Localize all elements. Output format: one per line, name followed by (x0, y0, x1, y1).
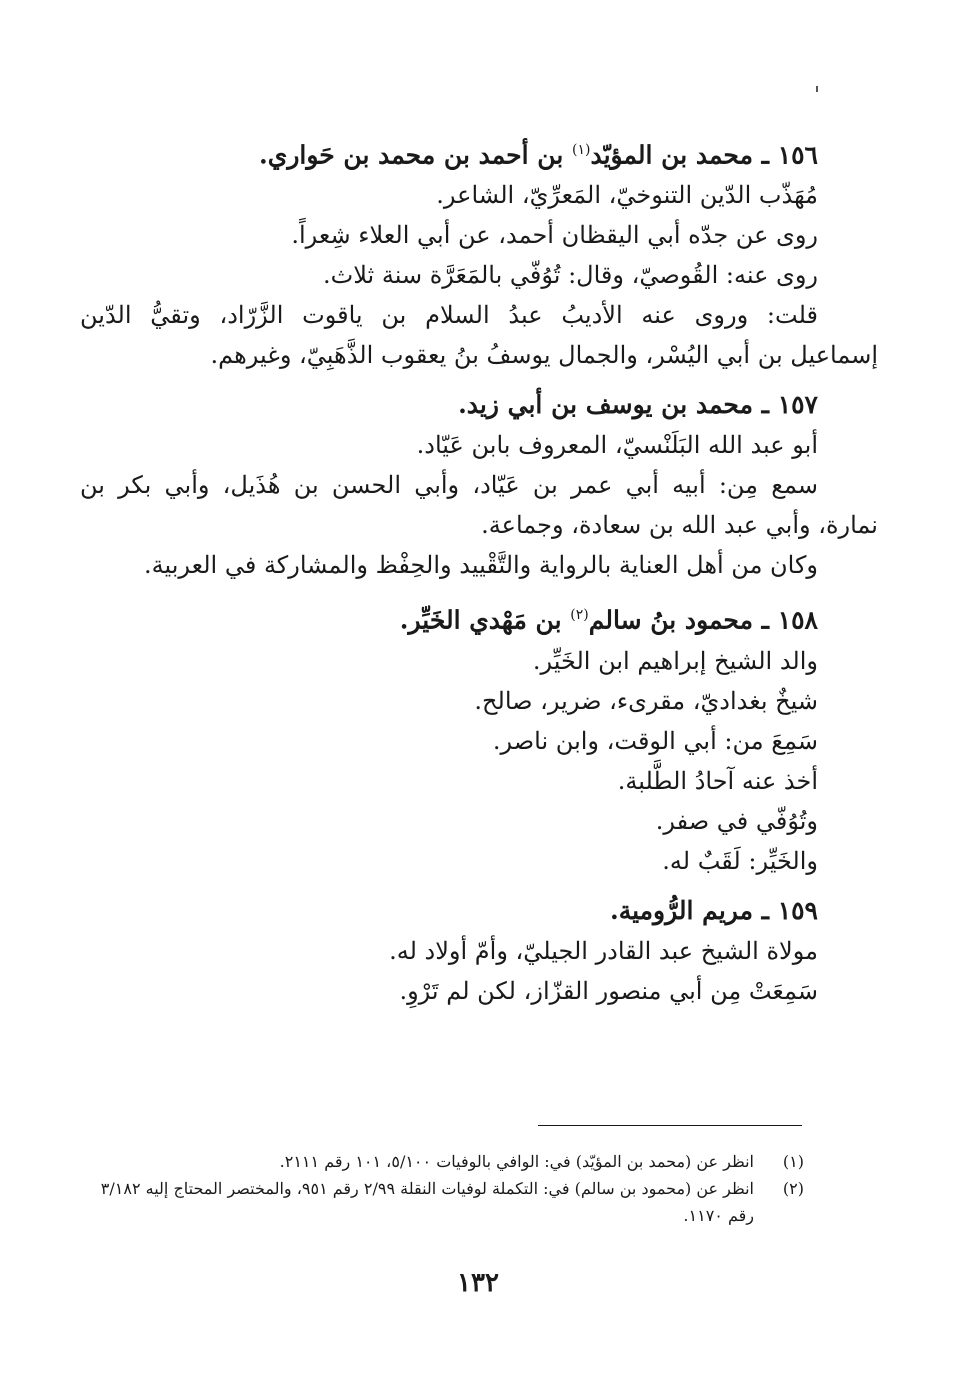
heading-text: ١٥٦ ـ محمد بن المؤيّد (590, 140, 818, 170)
text-line: نمارة، وأبي عبد الله بن سعادة، وجماعة. (481, 511, 878, 540)
text-line: سَمِعَ من: أبي الوقت، وابن ناصر. (492, 726, 818, 755)
footnote-number: (١) (782, 1152, 804, 1171)
text-line: سمع مِن: أبيه أبي عمر بن عَيّاد، وأبي الحسن بن هُذَيل، وأبي بكر بن (80, 471, 818, 500)
footnote-divider (538, 1125, 802, 1126)
text-line: قلت: وروى عنه الأديبُ عبدُ السلام بن ياقوت الزَّرّاد، وتقيُّ الدّين (80, 301, 819, 330)
footnote-text: انظر عن (محمد بن المؤيّد) في: الوافي بالوفيات ٥/١٠٠، ١٠١ رقم ٢١١١. (279, 1152, 754, 1171)
entry-heading (80, 130, 818, 175)
text-line: مولاة الشيخ عبد القادر الجيليّ، وأمّ أولاد له. (389, 936, 818, 965)
text-line: والخَيِّر: لَقَبٌ له. (662, 846, 818, 875)
entry-heading (80, 595, 818, 640)
text-line: وتُوُفّي في صفر. (655, 806, 818, 835)
footnote-1 (70, 1148, 804, 1175)
text-line: مُهَذّب الدّين التنوخيّ، المَعرِّيّ، الشاعر. (436, 181, 818, 210)
heading-text-rest: بن مَهْدي الخَيِّر. (399, 605, 571, 635)
page-number: ١٣٢ (457, 1268, 499, 1298)
scan-mark (816, 86, 818, 92)
entry-heading: ١٥٩ ـ مريم الرُّومية. (610, 895, 818, 925)
footnotes (70, 1148, 804, 1229)
footnote-2 (70, 1175, 804, 1229)
text-line: إسماعيل بن أبي اليُسْر، والجمال يوسفُ بنُ يعقوب الذَّهَبِيّ، وغيرهم. (210, 341, 878, 370)
entry-159 (80, 891, 818, 1011)
footnote-ref[interactable]: (١) (571, 142, 591, 158)
footnote-ref[interactable]: (٢) (570, 607, 589, 624)
footnote-number: (٢) (782, 1179, 804, 1198)
main-text (80, 130, 878, 1021)
text-line: والد الشيخ إبراهيم ابن الخَيِّر. (532, 646, 818, 675)
text-line: سَمِعَتْ مِن أبي منصور القزّاز، لكن لم تَرْوِ. (399, 976, 818, 1005)
text-line: روى عنه: القُوصيّ، وقال: تُوُفّي بالمَعَرَّة سنة ثلاث. (323, 261, 818, 290)
text-line: أخذ عنه آحادُ الطَّلبة. (617, 766, 818, 795)
entry-158 (80, 595, 818, 880)
entry-157 (80, 385, 878, 585)
entry-heading: ١٥٧ ـ محمد بن يوسف بن أبي زيد. (458, 390, 818, 420)
entry-156 (80, 130, 878, 375)
text-line: شيخٌ بغداديّ، مقرىء، ضرير، صالح. (474, 686, 818, 715)
heading-text: ١٥٨ ـ محمود بنُ سالم (588, 605, 818, 635)
text-line: روى عن جدّه أبي اليقظان أحمد، عن أبي العلاء شِعراً. (291, 221, 818, 250)
footnote-text: انظر عن (محمود بن سالم) في: التكملة لوفيات النقلة ٢/٩٩ رقم ٩٥١، والمختصر المحتاج إليه ٣/١٨٢ رقم ١١٧٠. (100, 1179, 754, 1225)
text-line: وكان من أهل العناية بالرواية والتَّقْييد والحِفْظ والمشاركة في العربية. (143, 551, 818, 580)
heading-text-rest: بن أحمد بن محمد بن حَواري. (259, 140, 572, 170)
text-line: أبو عبد الله البَلَنْسيّ، المعروف بابن عَيّاد. (416, 431, 818, 460)
